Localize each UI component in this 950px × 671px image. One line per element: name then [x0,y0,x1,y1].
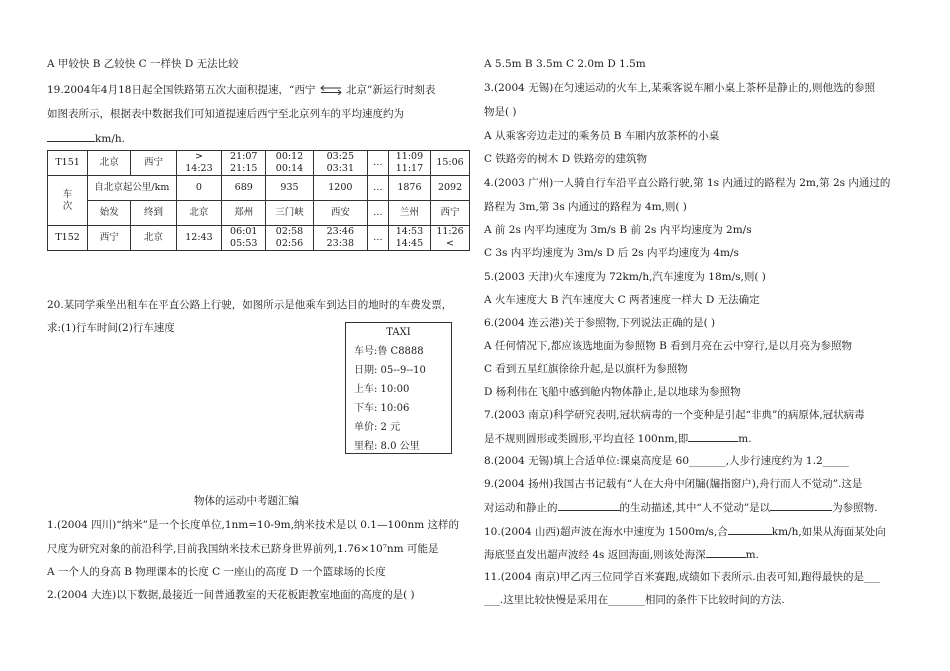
r-line9: C 3s 内平均速度为 3m/s D 后 2s 内平均速度为 4m/s [484,247,739,259]
r-line20 [484,500,877,515]
r-line21-pre: 10.(2004 山西)超声波在海水中速度为 1500m/s,合 [484,526,728,538]
q18-options: A 甲较快 B 乙较快 C 一样快 D 无法比较 [47,58,239,70]
r-line19: 9.(2004 扬州)我国古书记载有“人在大舟中闭牖(牖指窗户),舟行而人不觉动”.这是 [484,478,863,490]
timetable-cell: … [367,201,388,226]
timetable-cell: 西宁 [431,201,470,226]
timetable [47,150,470,251]
timetable-cell: 23:46 23:38 [313,226,367,251]
timetable-row [48,201,470,226]
answer-blank [558,500,620,511]
taxi-board: 上车: 10:00 [354,384,410,395]
timetable-cell: 935 [266,176,314,201]
timetable-cell: 北京 [131,226,176,251]
taxi-car-no: 车号:鲁 C8888 [354,346,424,357]
r-line15: D 杨利伟在飞船中感到舱内物体静止,是以地球为参照物 [484,386,741,398]
r-line8: A 前 2s 内平均速度为 3m/s B 前 2s 内平均速度为 2m/s [484,224,752,236]
taxi-date: 日期: 05--9--10 [354,365,426,376]
r-line17 [484,431,752,446]
timetable-cell: 00:12 00:14 [266,151,314,176]
timetable-cell: 1876 [388,176,430,201]
taxi-mileage: 里程: 8.0 公里 [354,441,420,452]
r-line22-post: m. [745,549,759,561]
q20-line2: 求:(1)行车时间(2)行车速度 [47,322,175,334]
timetable-cell: … [367,226,388,251]
r-line13: A 任何情况下,都应该选地面为参照物 B 看到月亮在云中穿行,是以月亮为参照物 [484,340,852,352]
timetable-cell: 北京 [88,151,131,176]
timetable-cell: 15:06 [431,151,470,176]
taxi-title: TAXI [386,327,411,338]
q19-line3 [47,131,125,146]
timetable-cell: 14:53 14:45 [388,226,430,251]
timetable-cell: 21:07 21:15 [222,151,266,176]
r-line18: 8.(2004 无锡)填上合适单位:课桌高度是 60_______,人步行速度约为 1.2_____ [484,455,849,467]
timetable-cell: 始发 [88,201,131,226]
timetable-cell: T151 [48,151,88,176]
timetable-cell: 0 [176,176,222,201]
timetable-cell: 1200 [313,176,367,201]
r-line17-post: m. [738,433,752,445]
timetable-cell: … [367,176,388,201]
timetable-cell: 终到 [131,201,176,226]
answer-blank [728,524,772,535]
r-line7: 路程为 3m,第 3s 内通过的路程为 4m,则( ) [484,201,687,213]
timetable-cell: 689 [222,176,266,201]
q19-line1-post: 北京”新运行时刻表 [346,84,436,96]
timetable-cell: > 14:23 [176,151,222,176]
r-line22 [484,547,759,562]
timetable-cell: … [367,151,388,176]
timetable-row [48,226,470,251]
timetable-cell: 西宁 [131,151,176,176]
timetable-cell: T152 [48,226,88,251]
p1-line1: 1.(2004 四川)“纳米”是一个长度单位,1nm=10-9m,纳米技术是以 0.1—100nm 这样的 [47,519,460,531]
r-line17-pre: 是不规则圆形或类圆形,平均直径 100nm,即 [484,433,689,445]
answer-blank [706,547,746,558]
timetable-cell: 自北京起公里/km [88,176,176,201]
r-line4: A 从乘客旁边走过的乘务员 B 车厢内放茶杯的小桌 [484,130,720,142]
timetable-cell: 兰州 [388,201,430,226]
r-line5: C 铁路旁的树木 D 铁路旁的建筑物 [484,153,647,165]
q20-line1: 20.某同学乘坐出租车在平直公路上行驶，如图所示是他乘车到达目的地时的车费发票， [47,299,453,311]
timetable-row [48,151,470,176]
timetable-cell: 郑州 [222,201,266,226]
q19-unit: km/h. [95,133,125,145]
taxi-alight: 下车: 10:06 [354,403,410,414]
p1-options: A 一个人的身高 B 物理课本的长度 C 一座山的高度 D 一个篮球场的长度 [47,566,386,578]
r-line24: ___.这里比较快慢是采用在_______相同的条件下比较时间的方法. [484,594,785,606]
timetable-cell: 车 次 [48,176,88,226]
r-line2: 3.(2004 无锡)在匀速运动的火车上,某乘客说车厢小桌上茶杯是静止的,则他选的参照 [484,82,875,94]
q19-line1-pre: 19.2004年4月18日起全国铁路第五次大面积提速，“西宁 [47,84,316,96]
r-line20-mid: 的生动描述,其中“人不觉动”是以 [619,502,771,514]
answer-blank [47,131,95,142]
taxi-price: 单价: 2 元 [354,422,401,433]
timetable-row [48,176,470,201]
r-line14: C 看到五星红旗徐徐升起,是以旗杆为参照物 [484,363,688,375]
timetable-cell: 03:25 03:31 [313,151,367,176]
r-line20-post: 为参照物. [832,502,878,514]
r-line20-pre: 对运动和静止的 [484,502,558,514]
taxi-receipt [345,322,452,454]
r-line1: A 5.5m B 3.5m C 2.0m D 1.5m [484,58,646,70]
section-title: 物体的运动中考题汇编 [194,495,299,507]
q19-line2: 如图表所示，根据表中数据我们可知道提速后西宁至北京列车的平均速度约为 [47,108,404,120]
p2-line1: 2.(2004 大连)以下数据,最接近一间普通教室的天花板距教室地面的高度的是( ) [47,589,415,601]
answer-blank [688,431,738,442]
timetable-cell: 11:26 < [431,226,470,251]
r-line11: A 火车速度大 B 汽车速度大 C 两者速度一样大 D 无法确定 [484,294,760,306]
r-line16: 7.(2003 南京)科学研究表明,冠状病毒的一个变种是引起“非典”的病原体,冠状病毒 [484,409,865,421]
r-line23: 11.(2004 南京)甲乙丙三位同学百米赛跑,成绩如下表所示.由表可知,跑得最快的是___ [484,571,880,583]
timetable-cell: 西安 [313,201,367,226]
r-line22-pre: 海底竖直发出超声波经 4s 返回海面,则该处海深 [484,549,706,561]
r-line12: 6.(2004 连云港)关于参照物,下列说法正确的是( ) [484,317,716,329]
r-line21-post: km/h,如果从海面某处向 [771,526,886,538]
timetable-cell: 12:43 [176,226,222,251]
r-line10: 5.(2003 天津)火车速度为 72km/h,汽车速度为 18m/s,则( ) [484,271,766,283]
bidirectional-arrow-icon [319,85,343,95]
answer-blank [770,500,832,511]
timetable-cell: 06:01 05:53 [222,226,266,251]
r-line3: 物是( ) [484,106,517,118]
q19-line1 [47,83,435,97]
r-line21 [484,524,886,539]
timetable-cell: 西宁 [88,226,131,251]
timetable-cell: 三门峡 [266,201,314,226]
timetable-cell: 2092 [431,176,470,201]
p1-line2: 尺度为研究对象的前沿科学,目前我国纳米技术已跻身世界前列,1.76×10⁷nm 可能是 [47,543,439,555]
timetable-cell: 02:58 02:56 [266,226,314,251]
timetable-cell: 11:09 11:17 [388,151,430,176]
r-line6: 4.(2003 广州)一人骑自行车沿平直公路行驶,第 1s 内通过的路程为 2m,第 2s 内通过的 [484,177,891,189]
timetable-cell: 北京 [176,201,222,226]
